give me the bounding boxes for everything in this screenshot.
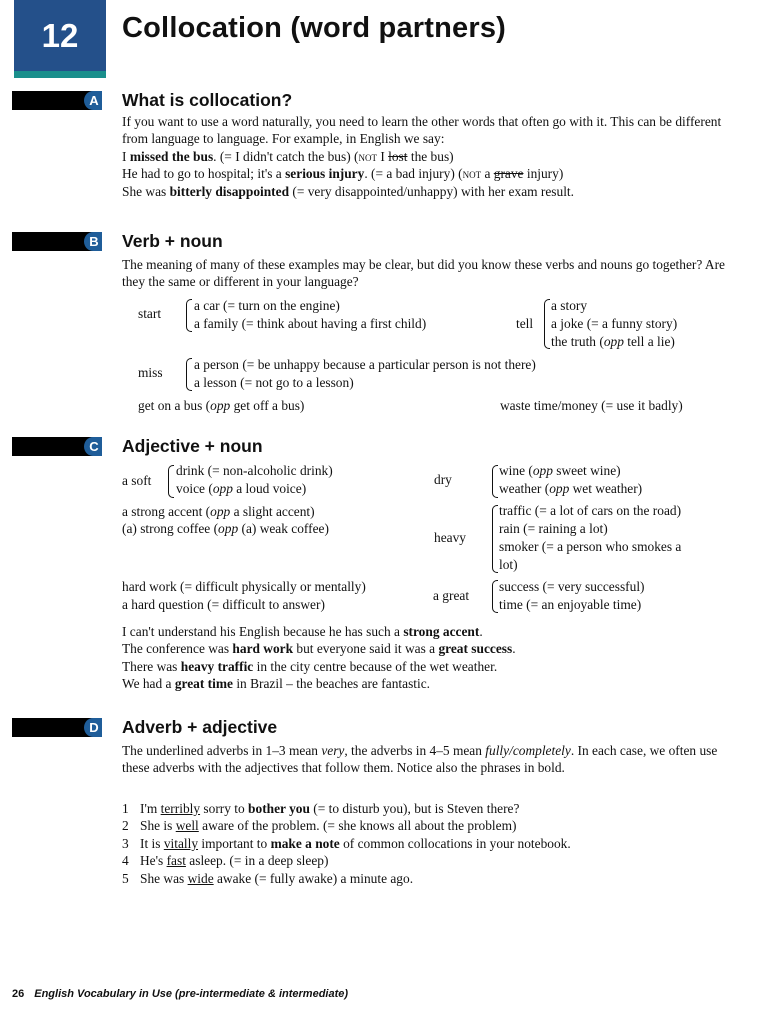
list-item: 4 He's fast asleep. (= in a deep sleep) <box>122 853 329 869</box>
hard-work: hard work (= difficult physically or mentally) <box>122 579 366 594</box>
verb-tell: tell <box>516 316 534 331</box>
tell-item-1: a story <box>551 298 588 313</box>
dry-item-2: weather (opp wet weather) <box>499 481 643 496</box>
waste-time: waste time/money (= use it badly) <box>500 398 683 413</box>
book-title: English Vocabulary in Use (pre-intermediate & intermediate) <box>34 988 349 1000</box>
sentence-1: I can't understand his English because he has such a strong accent. <box>122 624 483 639</box>
miss-item-1: a person (= be unhappy because a particular person is not there) <box>194 357 536 372</box>
section-a-bar <box>12 91 102 110</box>
heavy-item-2: rain (= raining a lot) <box>499 521 608 536</box>
sentence-2: The conference was hard work but everyone said it was a great success. <box>122 641 516 657</box>
section-d-list <box>122 800 732 887</box>
brace <box>492 580 498 613</box>
section-a-title: What is collocation? <box>122 90 293 110</box>
section-a-intro: If you want to use a word naturally, you need to learn the other words that often go with it. This can be different from language to language. For example, in English we say: <box>122 114 722 147</box>
dry-item-1: wine (opp sweet wine) <box>499 463 621 478</box>
section-a-example-1: I missed the bus. (= I didn't catch the bus) (not I lost the bus) <box>122 148 454 164</box>
heavy-item-3: smoker (= a person who smokes a <box>499 539 682 554</box>
unit-number: 12 <box>41 17 79 55</box>
page-footer <box>12 986 348 1003</box>
verb-miss: miss <box>138 365 163 380</box>
list-item: 3 It is vitally important to make a note of common collocations in your notebook. <box>122 835 571 851</box>
strong-coffee: (a) strong coffee (opp (a) weak coffee) <box>122 521 329 536</box>
section-a-example-2: He had to go to hospital; it's a serious injury. (= a bad injury) (not a grave injury) <box>122 166 564 182</box>
adj-dry: dry <box>434 472 452 487</box>
section-a-letter: A <box>84 91 102 110</box>
tell-item-2: a joke (= a funny story) <box>551 316 678 331</box>
list-item: 5 She was wide awake (= fully awake) a minute ago. <box>122 870 414 886</box>
great-item-1: success (= very successful) <box>499 579 645 594</box>
page-number: 26 <box>12 988 25 1000</box>
list-item: 2 She is well aware of the problem. (= she knows all about the problem) <box>122 818 517 834</box>
unit-title: Collocation (word partners) <box>122 12 507 44</box>
brace <box>492 465 498 498</box>
heavy-item-1: traffic (= a lot of cars on the road) <box>499 503 682 518</box>
list-item: 1 I'm terribly sorry to bother you (= to disturb you), but is Steven there? <box>122 801 520 816</box>
section-b-letter: B <box>84 232 102 251</box>
soft-item-2: voice (opp a loud voice) <box>176 481 307 496</box>
adj-heavy: heavy <box>434 530 466 545</box>
strong-accent: a strong accent (opp a slight accent) <box>122 504 315 519</box>
section-a-body <box>122 113 732 200</box>
miss-item-2: a lesson (= not go to a lesson) <box>194 375 354 390</box>
start-item-1: a car (= turn on the engine) <box>194 298 340 313</box>
unit-number-box <box>14 0 106 78</box>
section-b-title: Verb + noun <box>122 231 223 251</box>
brace <box>186 358 192 391</box>
brace <box>492 505 498 573</box>
great-item-2: time (= an enjoyable time) <box>499 597 642 612</box>
adj-soft: a soft <box>122 473 152 488</box>
start-item-2: a family (= think about having a first child) <box>194 316 427 331</box>
verb-start: start <box>138 306 162 321</box>
section-d-intro: The underlined adverbs in 1–3 mean very, the adverbs in 4–5 mean fully/completely. In each case, we often use these adverbs with the adjectives that follow them. Notice also the phrases in bold. <box>122 743 718 776</box>
section-c-letter: C <box>84 437 102 456</box>
tell-item-3: the truth (opp tell a lie) <box>551 334 675 349</box>
sentence-3: There was heavy traffic in the city centre because of the wet weather. <box>122 658 498 674</box>
brace <box>544 299 550 349</box>
section-b-intro: The meaning of many of these examples may be clear, but did you know these verbs and nouns go together? Are they the same or different in your language? <box>122 257 725 290</box>
get-on-bus: get on a bus (opp get off a bus) <box>138 398 305 413</box>
brace <box>168 465 174 498</box>
section-c-bar <box>12 437 102 456</box>
brace <box>186 299 192 332</box>
section-d-letter: D <box>84 718 102 737</box>
section-c-title: Adjective + noun <box>122 436 263 456</box>
hard-question: a hard question (= difficult to answer) <box>122 597 325 612</box>
section-c-sentences <box>122 623 732 693</box>
section-b-bar <box>12 232 102 251</box>
section-d-bar <box>12 718 102 737</box>
heavy-item-4: lot) <box>499 557 518 572</box>
adj-great: a great <box>433 588 470 603</box>
section-a-example-3: She was bitterly disappointed (= very disappointed/unhappy) with her exam result. <box>122 183 574 199</box>
sentence-4: We had a great time in Brazil – the beaches are fantastic. <box>122 676 431 692</box>
section-d-title: Adverb + adjective <box>122 717 278 737</box>
soft-item-1: drink (= non-alcoholic drink) <box>176 463 333 478</box>
